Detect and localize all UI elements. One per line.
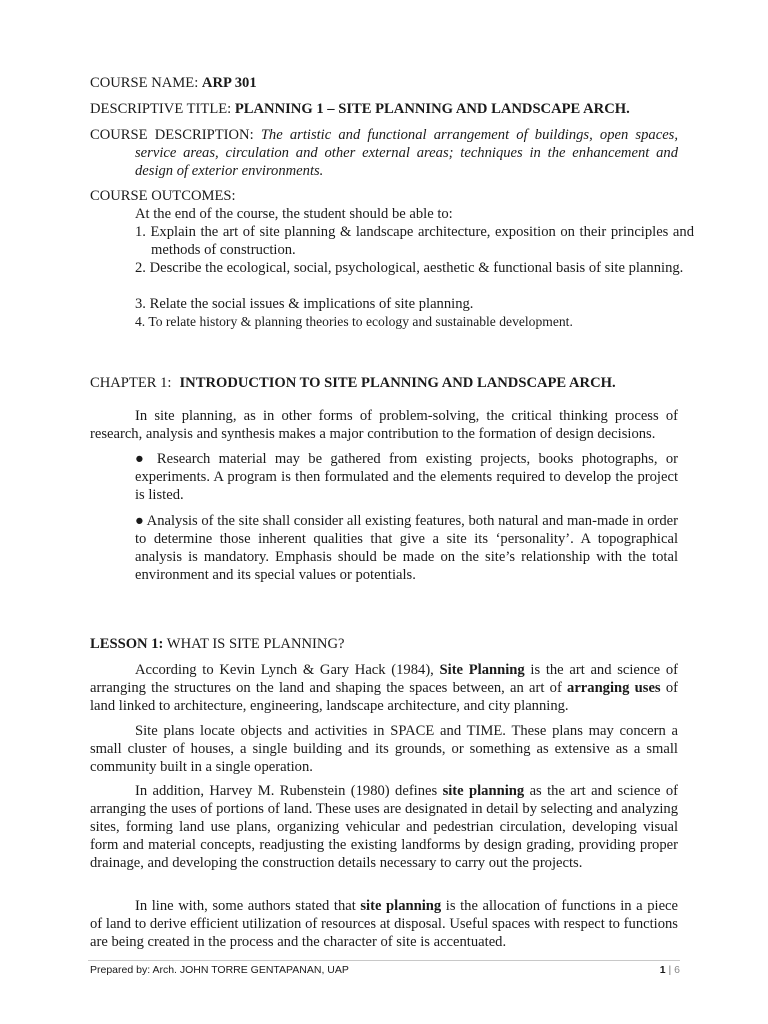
outcome-item: 3. Relate the social issues & implications of site planning. (135, 296, 474, 312)
text-run: is the allocation of functions in a piece of land to derive efficient utilization of resources at disposal. Useful spaces with respect to functions are being created in the process and the character of site is accentuated. (90, 898, 679, 950)
descriptive-title-line (90, 100, 678, 118)
course-name-label: COURSE NAME: (90, 75, 202, 91)
bullet-research: ● Research material may be gathered from existing projects, books photographs, or experiments. A program is then formulated and the elements required to develop the project is listed. (135, 451, 678, 503)
chapter-label: CHAPTER 1: (90, 375, 172, 391)
text-run: In addition, Harvey M. Rubenstein (1980) defines (135, 783, 443, 799)
text-run: of land linked to architecture, engineering, landscape architecture, and city planning. (90, 680, 678, 714)
course-name-value: ARP 301 (201, 75, 257, 91)
course-description-text: The artistic and functional arrangement of buildings, open spaces, service areas, circulation and other external areas; techniques in the enhancement and design of exterior environments. (135, 127, 678, 179)
lesson-label: LESSON 1: (90, 636, 164, 652)
descriptive-title-label: DESCRIPTIVE TITLE: (90, 101, 235, 117)
term-arranging-uses: arranging uses (567, 680, 661, 696)
lesson-paragraph (90, 661, 678, 715)
outcome-item: 1. Explain the art of site planning & landscape architecture, exposition on their principles and methods of construction. (135, 224, 694, 258)
term-site-planning: site planning (442, 783, 525, 799)
lesson-paragraph (90, 897, 678, 951)
outcome-item: 4. To relate history & planning theories to ecology and sustainable development. (135, 314, 573, 329)
text-run: is the art and science of arranging the structures on the land and shaping the spaces between, an art of (90, 662, 678, 696)
page-total: 6 (674, 964, 680, 976)
bullet-analysis: ● Analysis of the site shall consider all existing features, both natural and man-made in order to determine those inherent qualities that give a site its ‘personality’. A topographical analysis is mandatory. Emphasis should be made on the site’s relationship with the total environment and its special values or potentials. (135, 513, 678, 583)
text-run: as the art and science of arranging the uses of portions of land. These uses are designated in detail by selecting and analyzing sites, forming land use plans, organizing vehicular and pedestrian circulation, developing visual form and material concepts, readjusting the existing landforms by design grading, providing proper drainage, and developing the construction details necessary to carry out the projects. (90, 783, 678, 871)
text-run: According to Kevin Lynch & Gary Hack (1984), (135, 662, 440, 678)
footer-prepared-by: Prepared by: Arch. JOHN TORRE GENTAPANAN, UAP (90, 964, 349, 976)
term-site-planning: site planning (360, 898, 442, 914)
lesson-heading (90, 635, 678, 653)
lesson-paragraph: Site plans locate objects and activities in SPACE and TIME. These plans may concern a small cluster of houses, a single building and its grounds, or something as extensive as a small community built in a single operation. (90, 723, 678, 775)
course-outcomes-intro: At the end of the course, the student should be able to: (135, 206, 453, 222)
chapter-intro-paragraph: In site planning, as in other forms of problem-solving, the critical thinking process of research, analysis and synthesis makes a major contribution to the formation of design decisions. (90, 408, 678, 442)
chapter-title: INTRODUCTION TO SITE PLANNING AND LANDSCAPE ARCH. (179, 375, 616, 391)
term-site-planning: Site Planning (439, 662, 525, 678)
course-description-label: COURSE DESCRIPTION: (90, 127, 261, 143)
descriptive-title-value: PLANNING 1 – SITE PLANNING AND LANDSCAPE ARCH. (234, 101, 630, 117)
course-outcomes-heading: COURSE OUTCOMES: (90, 188, 236, 204)
course-name-line (90, 74, 678, 92)
chapter-heading (90, 374, 678, 392)
text-run: In line with, some authors stated that (135, 898, 361, 914)
lesson-paragraph (90, 782, 678, 872)
footer-divider (88, 960, 680, 961)
page-separator: | (665, 964, 675, 976)
outcome-item: 2. Describe the ecological, social, psychological, aesthetic & functional basis of site planning. (135, 260, 684, 276)
course-description (90, 126, 678, 180)
lesson-title: WHAT IS SITE PLANNING? (163, 636, 345, 652)
page-number (660, 964, 680, 976)
page-current: 1 (659, 964, 666, 976)
